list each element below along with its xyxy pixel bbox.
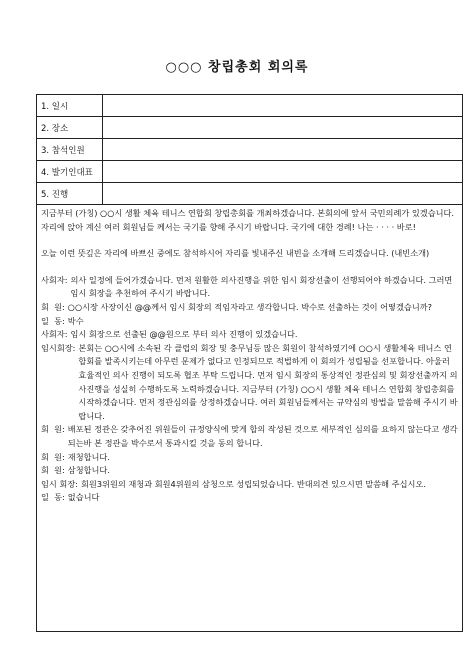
speaker-colon: : (64, 274, 68, 285)
speaker-colon: : (62, 465, 65, 476)
speaker-label: 사회자 (41, 274, 65, 285)
info-row (37, 139, 463, 161)
dialogue-line (41, 315, 458, 329)
speaker-colon: : (62, 301, 65, 312)
speaker-colon: : (62, 424, 65, 435)
dialogue-line (41, 328, 458, 342)
info-row-label: 4. 발기인대표 (37, 161, 103, 183)
info-row-value[interactable] (103, 183, 463, 205)
info-row-value[interactable] (103, 139, 463, 161)
info-row-value[interactable] (103, 95, 463, 117)
speaker-label: 사회자 (41, 329, 65, 340)
intro-paragraph: 지금부터 (가칭) ○○시 생활 체육 테니스 연합회 창립총회를 개최하겠습니다. 본회의에 앞서 국민의례가 있겠습니다. 자리에 앉아 계신 여러 회원님들 께서는 국기를 향해 주시기 바랍니다. 국기에 대한 경례! 나는 · · · · 바로! (41, 208, 455, 232)
dialogue-list (41, 274, 458, 505)
speech-text: 재청합니다. (67, 451, 110, 462)
speaker-label: 임시회장 (41, 342, 73, 353)
info-row-label: 5. 진행 (37, 183, 103, 205)
speech-text: ○○시장 사장이신 @@께서 임시 회장의 적임자라고 생각합니다. 박수로 선출하는 것이 어떻겠습니까? (67, 301, 432, 312)
speaker-label: 회 원 (41, 465, 63, 476)
speech-text: 박수 (67, 315, 84, 326)
speech-text: 임시 회장으로 선출된 @@원으로 부터 의사 진행이 있겠습니다. (70, 329, 298, 340)
speaker-colon: : (62, 315, 65, 326)
speaker-colon: : (75, 478, 79, 489)
speech-text: 의사 일정에 들어가겠습니다. 먼저 원활한 의사진행을 위한 임시 회장선출이 선행되어야 하겠습니다. 그러면 임시 회장을 추천하여 주시기 바랍니다. (70, 274, 453, 299)
speaker-label: 회 원 (41, 424, 63, 435)
speaker-label: 일 동 (41, 315, 63, 326)
info-row (37, 183, 463, 205)
info-row-value[interactable] (103, 117, 463, 139)
speaker-label: 일 동 (41, 492, 63, 503)
dialogue-line (41, 274, 458, 301)
speaker-label: 회 원 (41, 451, 63, 462)
dialogue-line (41, 491, 458, 505)
dialogue-line (41, 464, 458, 478)
speech-text: 배포된 정관은 갖추어진 위원들이 규정양식에 맞게 합의 작성된 것으로 세부적인 심의를 요하지 않는다고 생각되는바 본 정관을 박수로서 통과시킬 것을 동의 합니다. (67, 424, 458, 448)
speaker-label: 임시 회장 (41, 478, 76, 489)
speech-text: 회원3위원의 재청과 회원4위원의 삼청으로 성립되었습니다. 반대의견 있으시면 말씀해 주십시오. (81, 478, 426, 489)
info-row-value[interactable] (103, 161, 463, 183)
guest-intro-paragraph: 오늘 이런 뜻깊은 자리에 바쁘신 중에도 참석하시어 자리를 빛내주신 내빈을 소개해 드리겠습니다. (내빈소개) (41, 248, 430, 259)
dialogue-line (41, 423, 458, 450)
dialogue-line (41, 451, 458, 465)
speaker-colon: : (62, 492, 65, 503)
speaker-colon: : (62, 451, 65, 462)
speaker-colon: : (72, 342, 76, 353)
dialogue-line (41, 342, 458, 424)
info-row-label: 2. 장소 (37, 117, 103, 139)
meeting-info-table (36, 94, 463, 205)
info-row-label: 1. 일시 (37, 95, 103, 117)
page-title: ○○○ 창립총회 회의록 (165, 60, 309, 75)
info-row (37, 117, 463, 139)
speech-text: 없습니다 (67, 492, 100, 503)
minutes-body (36, 204, 463, 632)
info-row-label: 3. 참석인원 (37, 139, 103, 161)
info-row (37, 161, 463, 183)
dialogue-line (41, 478, 458, 492)
speech-text: 삼청합니다. (67, 465, 110, 476)
speaker-label: 회 원 (41, 301, 63, 312)
info-row (37, 95, 463, 117)
speech-text: 본회는 ○○시에 소속된 각 클럽의 회장 및 충무님등 많은 회원이 참석하였기에 ○○시 생활체육 테니스 연합회를 발족시키는데 아무런 문제가 없다고 인정되므로 적법하게 이 회의가 성립됨을 선포합니다. 아울러 효율적인 의사 진행이 되도록 협조 부탁 드립니다. 먼저 임시 회장의 통상적인 정관심의 및 회장선출까지 의사진행을 성실히 수행하도록 노력하겠습니다. 지금부터 (가칭) ○○시 생활 체육 테니스 연합회 창립총회를 시작하겠습니다. 먼저 정관심의를 상정하겠습니다. 여러 회원님들께서는 규약심의 방법을 말씀해 주시기 바랍니다. (78, 342, 458, 421)
speaker-colon: : (64, 329, 68, 340)
dialogue-line (41, 301, 458, 315)
